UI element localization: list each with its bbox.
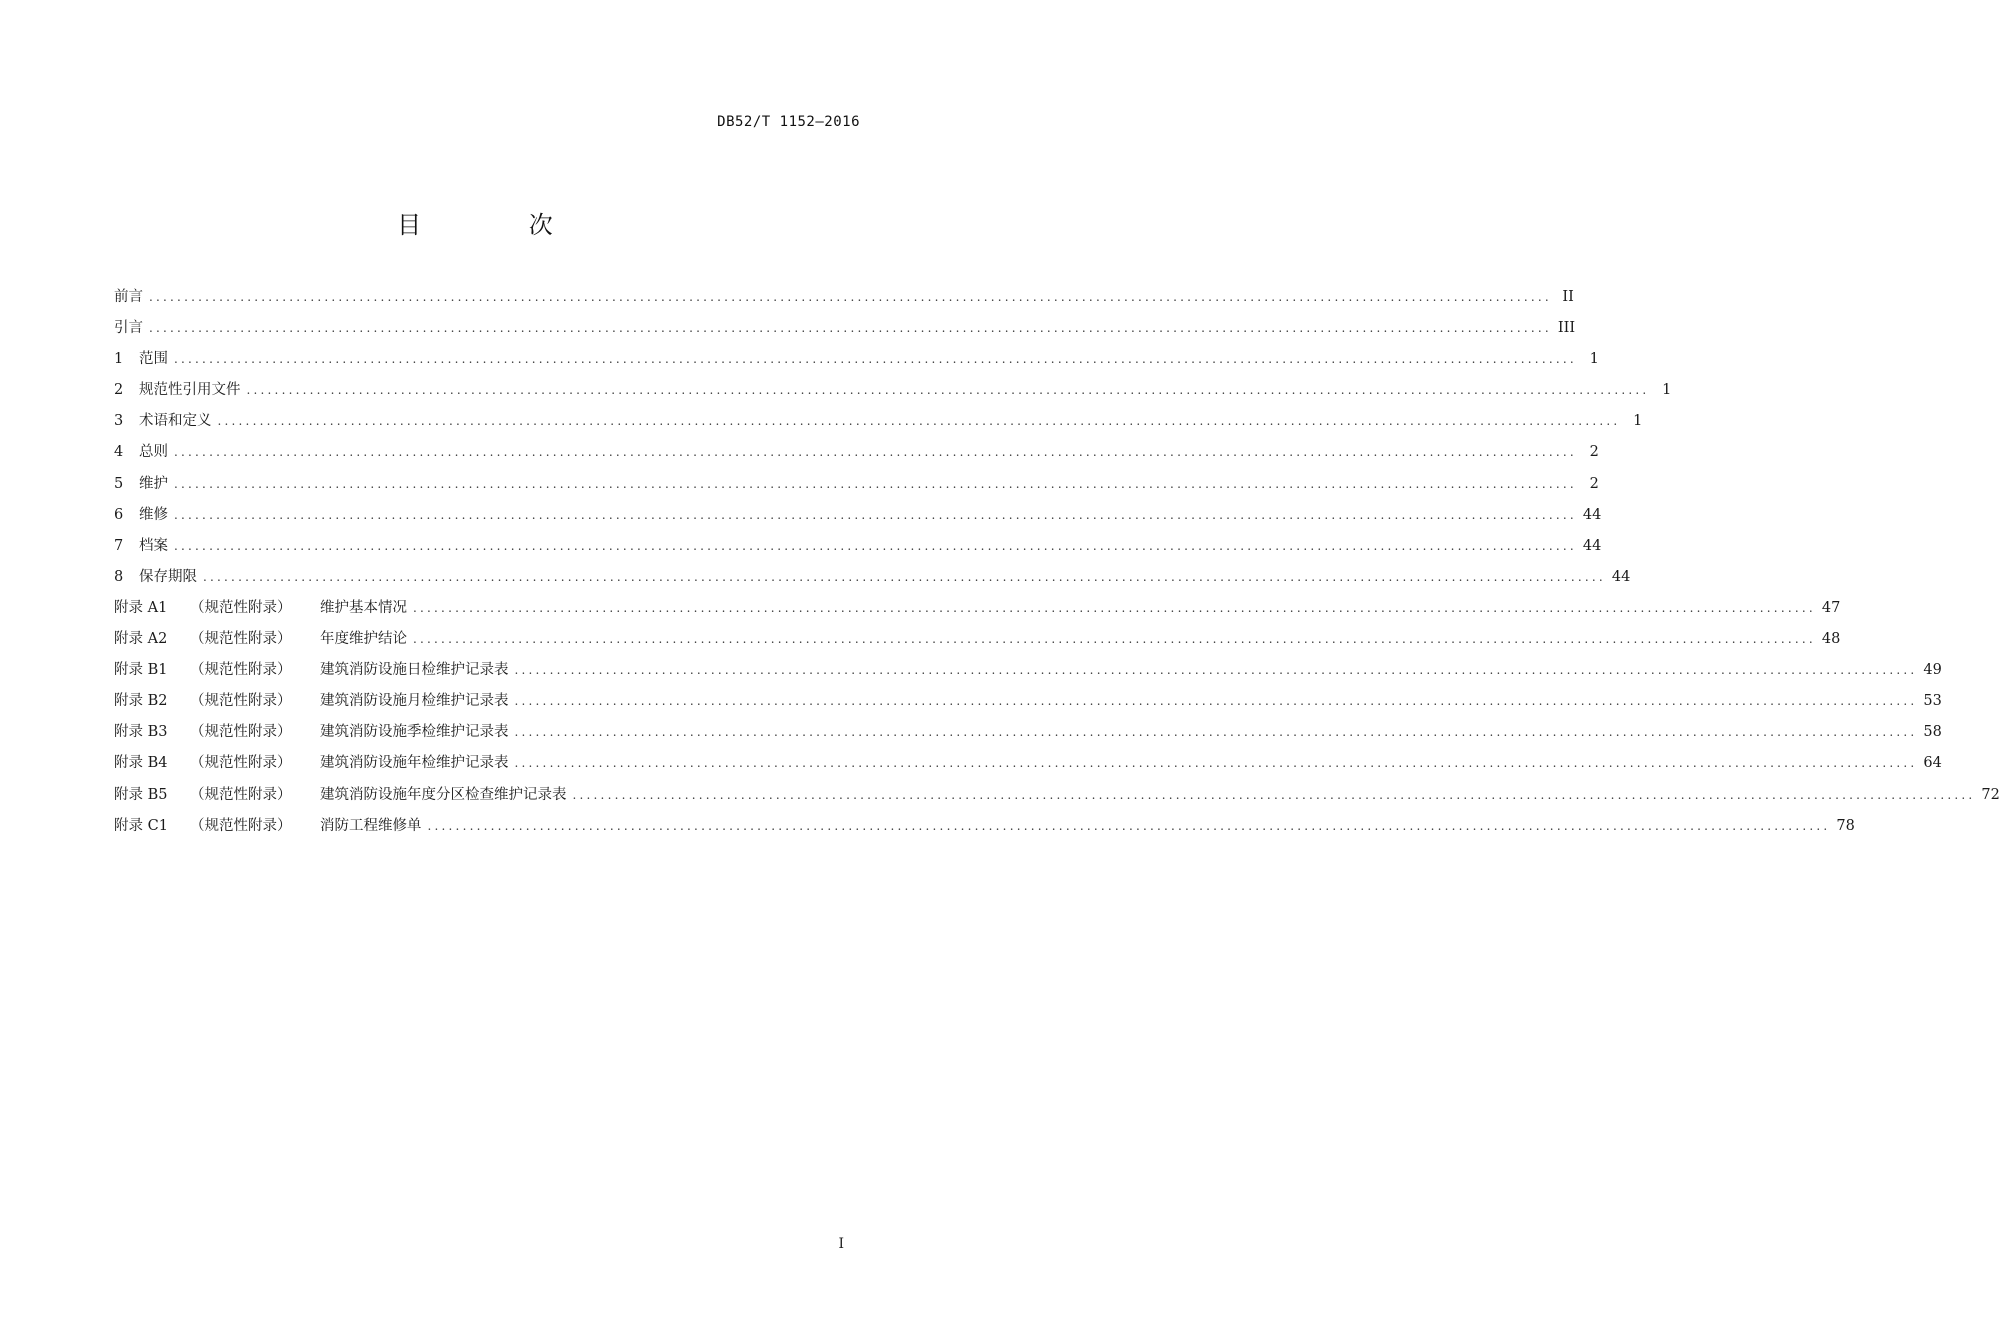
toc-entry-8[interactable] [114,562,1631,593]
toc-entry-page: 58 [1923,724,1942,741]
toc-entry-label: 总则 [139,444,168,461]
toc-entry-label: 建筑消防设施日检维护记录表 [320,662,509,679]
annex-type: （规范性附录） [190,817,292,834]
toc-entry-label: 建筑消防设施年度分区检查维护记录表 [320,786,567,803]
toc-entry-page: II [1562,289,1574,305]
annex-id: 附录 A2 [114,631,168,648]
toc-entry-label: 规范性引用文件 [139,382,241,399]
toc-entry-page: 1 [1662,382,1672,399]
toc-entry-page: 78 [1836,817,1855,834]
toc-entry-5[interactable] [114,469,1599,500]
dot-leader: ........................................................................................................................................................................................................ [413,632,1816,647]
toc-entry-foreword[interactable] [114,282,1574,313]
toc-entry-label: 保存期限 [139,568,197,585]
standard-code: DB52/T 1152—2016 [717,114,860,130]
toc-entry-label: 建筑消防设施季检维护记录表 [320,724,509,741]
toc-entry-1[interactable] [114,344,1599,375]
toc-entry-number: 4 [114,444,124,461]
toc-entry-label: 档案 [139,537,168,554]
toc-entry-page: 1 [1633,413,1643,430]
dot-leader: ........................................................................................................................................................................................................ [174,538,1577,553]
toc-annex-b2[interactable] [114,686,1942,717]
toc-annex-c1[interactable] [114,811,1855,842]
dot-leader: ........................................................................................................................................................................................................ [174,445,1577,460]
toc-entry-number: 5 [114,475,124,492]
toc-entry-page: 49 [1923,662,1942,679]
toc-entry-label: 维护 [139,475,168,492]
dot-leader: ........................................................................................................................................................................................................ [246,383,1650,398]
toc-entry-page: 2 [1589,475,1599,492]
dot-leader: ........................................................................................................................................................................................................ [427,818,1831,833]
toc-entry-label: 维护基本情况 [320,599,407,616]
toc-entry-2[interactable] [114,375,1672,406]
annex-id: 附录 C1 [114,817,168,834]
toc-entry-7[interactable] [114,531,1602,562]
dot-leader: ........................................................................................................................................................................................................ [413,600,1816,615]
toc-entry-label: 前言 [114,289,143,305]
toc-entry-page: 47 [1821,599,1841,616]
annex-type: （规范性附录） [190,662,292,679]
annex-type: （规范性附录） [190,631,292,648]
toc-entry-3[interactable] [114,406,1643,437]
toc-entry-label: 引言 [114,320,143,337]
toc-entry-4[interactable] [114,437,1599,468]
toc-entry-page: 44 [1582,506,1602,523]
toc-entry-label: 消防工程维修单 [320,817,422,834]
toc-annex-b4[interactable] [114,748,1942,779]
dot-leader: ........................................................................................................................................................................................................ [149,290,1552,304]
toc-entry-page: 72 [1981,786,2000,803]
dot-leader: ........................................................................................................................................................................................................ [149,321,1552,336]
toc-entry-number: 2 [114,382,124,399]
annex-type: （规范性附录） [190,724,292,741]
annex-id: 附录 B3 [114,724,168,741]
toc-entry-number: 8 [114,568,124,585]
dot-leader: ........................................................................................................................................................................................................ [514,725,1918,740]
toc-title: 目 次 [397,211,603,239]
toc-entry-page: 64 [1923,755,1942,772]
annex-id: 附录 A1 [114,599,168,616]
toc-annex-a2[interactable] [114,624,1841,655]
dot-leader: ........................................................................................................................................................................................................ [514,694,1918,709]
toc-entry-number: 3 [114,413,124,430]
toc-entry-label: 术语和定义 [139,413,212,430]
dot-leader: ........................................................................................................................................................................................................ [174,476,1577,491]
annex-id: 附录 B1 [114,662,168,679]
dot-leader: ........................................................................................................................................................................................................ [174,507,1577,522]
toc-entry-page: 1 [1589,351,1599,368]
dot-leader: ........................................................................................................................................................................................................ [217,414,1621,429]
toc-entry-label: 范围 [139,351,168,368]
dot-leader: ........................................................................................................................................................................................................ [203,569,1606,584]
dot-leader: ........................................................................................................................................................................................................ [174,352,1577,367]
toc-entry-page: 44 [1582,537,1602,554]
annex-id: 附录 B4 [114,755,168,772]
toc-entry-page: 53 [1923,693,1942,710]
toc-entry-number: 1 [114,351,124,368]
annex-type: （规范性附录） [190,599,292,616]
toc-annex-b1[interactable] [114,655,1942,686]
table-of-contents [114,282,2000,842]
page-number: I [838,1236,844,1252]
toc-annex-a1[interactable] [114,593,1841,624]
toc-entry-label: 建筑消防设施年检维护记录表 [320,755,509,772]
dot-leader: ........................................................................................................................................................................................................ [514,663,1918,678]
toc-annex-b5[interactable] [114,780,2000,811]
toc-entry-number: 7 [114,537,124,554]
toc-entry-page: 2 [1589,444,1599,461]
annex-type: （规范性附录） [190,786,292,803]
toc-entry-6[interactable] [114,500,1602,531]
toc-entry-introduction[interactable] [114,313,1576,344]
annex-id: 附录 B5 [114,786,168,803]
annex-type: （规范性附录） [190,693,292,710]
toc-entry-page: 48 [1821,631,1841,648]
toc-entry-page: 44 [1611,568,1631,585]
toc-entry-page: III [1557,320,1576,337]
dot-leader: ........................................................................................................................................................................................................ [572,787,1976,802]
toc-entry-label: 维修 [139,506,168,523]
toc-annex-b3[interactable] [114,717,1942,748]
toc-entry-label: 年度维护结论 [320,631,407,648]
dot-leader: ........................................................................................................................................................................................................ [514,756,1918,771]
annex-type: （规范性附录） [190,755,292,772]
toc-entry-label: 建筑消防设施月检维护记录表 [320,693,509,710]
toc-entry-number: 6 [114,506,124,523]
annex-id: 附录 B2 [114,693,168,710]
